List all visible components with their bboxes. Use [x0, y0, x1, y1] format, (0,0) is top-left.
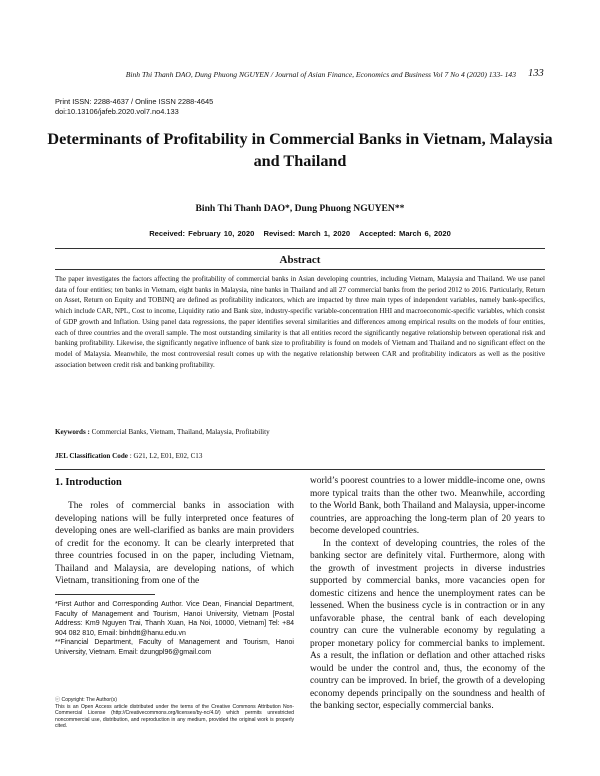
abstract-top-rule — [55, 248, 545, 249]
accepted-date: Accepted: March 6, 2020 — [359, 229, 451, 238]
keywords-value: Commercial Banks, Vietnam, Thailand, Malaysia, Profitability — [89, 428, 270, 436]
jel-line — [55, 452, 545, 460]
jel-label: JEL Classification Code — [55, 452, 128, 460]
abstract-heading: Abstract — [279, 254, 321, 266]
abstract-bottom-rule — [55, 469, 545, 470]
copyright-block — [55, 697, 294, 730]
copyright-line: ⓒ Copyright: The Author(s) — [55, 697, 117, 703]
page-number: 133 — [528, 68, 544, 79]
intro-paragraph-2: world’s poorest countries to a lower middle-income one, owns more typical traits than the other two. Meanwhile, according to the World Bank, both Thailand and Malaysia, upper-income countries, are approaching the long-term plan of 20 years to become developed countries. — [310, 476, 545, 536]
footnotes — [55, 600, 294, 658]
dates-line — [0, 229, 600, 238]
doi-line: doi:10.13106/jafeb.2020.vol7.no4.133 — [55, 107, 179, 116]
intro-paragraph-3: In the context of developing countries, the roles of the banking sector are definitely vital. Furthermore, along with the growth of investment projects in diverse industries supported by commercial banks, more vacancies open for domestic citizens and hence the unemployment rates can be lessened. When the business cycle is in contraction or in any unfavorable phase, the central bank of each developing country can cure the vulnerable economy by regulating a proper monetary policy for commercial banks to implement. As a result, the inflation or deflation and other attached risks would be under the control and, thus, the economy of the country can be improved. In brief, the growth of a developing economy depends principally on the soundness and health of the banking sector, especially commercial banks. — [310, 538, 545, 711]
right-column — [310, 475, 545, 713]
author-line: Binh Thi Thanh DAO*, Dung Phuong NGUYEN** — [195, 203, 405, 214]
intro-paragraph-1: The roles of commercial banks in association with developing nations will be fully interpreted once features of developing ones are well-clarified as banks are main providers of credit for the economy. It can be clearly interpreted that three countries focused in on the paper, including Vietnam, Thailand and Malaysia, are developing nations, of which Vietnam, transitioning from one of the — [55, 501, 294, 586]
section-heading-introduction: 1. Introduction — [55, 477, 122, 488]
paper-title: Determinants of Profitability in Commercial Banks in Vietnam, Malaysia and Thailand — [47, 130, 553, 170]
license-text: This is an Open Access article distributed under the terms of the Creative Commons Attribution Non-Commercial License (http://Creativecommons.org/licenses/by-nc/4.0/) which permits unrestricted noncommercial use, distribution, and reproduction in any medium, provided the original work is properly cited. — [55, 703, 294, 730]
jel-value: : G21, L2, E01, E02, C13 — [127, 452, 203, 460]
received-date: Received: February 10, 2020 — [149, 229, 255, 238]
footnote-second-author: **Financial Department, Faculty of Management and Tourism, Hanoi University, Vietnam. Email: dzungpl96@gmail.com — [55, 639, 294, 656]
abstract-heading-rule — [55, 269, 545, 270]
issn-block — [55, 97, 213, 117]
footnote-first-author: *First Author and Corresponding Author. Vice Dean, Financial Department, Faculty of Management and Tourism, Hanoi University, Vietnam [Postal Address: Km9 Nguyen Trai, Thanh Xuan, Ha Noi, 10000, Vietnam] Tel: +84 904 082 810, Email: binhdtt@hanu.edu.vn — [55, 601, 294, 637]
footnote-rule — [55, 594, 155, 595]
abstract-body: The paper investigates the factors affecting the profitability of commercial banks in Asian developing countries, including Vietnam, Malaysia and Thailand. We use panel data of four entities; ten banks in Vietnam, eight banks in Malaysia, nine banks in Thailand and all 27 commercial banks from the period 2012 to 2016. Particularly, Return on Asset, Return on Equity and TOBINQ are defined as profitability indicators, which are impacted by three main types of independent variables, namely bank-specifics, which include CAR, NPL, Cost to income, Liquidity ratio and Bank size, industry-specific variable-concentration HHI and macroeconomic-specific variables, which consist of GDP growth and Inflation. Using panel data regressions, the paper identifies several similarities and differences among empirical results on the models of four entities, each of three countries and the overall sample. The most outstanding similarity is that all entities record the significantly negative relationship between operational risk and banking profitability. Likewise, the significantly negative influence of bank size to profitability is found on models of Vietnam and Thailand and no significant effect on the model of Malaysia. Meanwhile, the most controversial result comes up with the negative relationship between CAR and profitability indicators as well as the positive association between credit risk and banking profitability. — [55, 275, 545, 369]
keywords-label: Keywords : — [55, 428, 90, 436]
keywords-line — [55, 428, 545, 436]
running-head: Binh Thi Thanh DAO, Dung Phuong NGUYEN / Journal of Asian Finance, Economics and Business Vol 7 No 4 (2020) 133- 143 — [125, 70, 516, 79]
revised-date: Revised: March 1, 2020 — [263, 229, 351, 238]
left-column — [55, 500, 294, 588]
issn-line: Print ISSN: 2288-4637 / Online ISSN 2288-4645 — [55, 97, 214, 106]
